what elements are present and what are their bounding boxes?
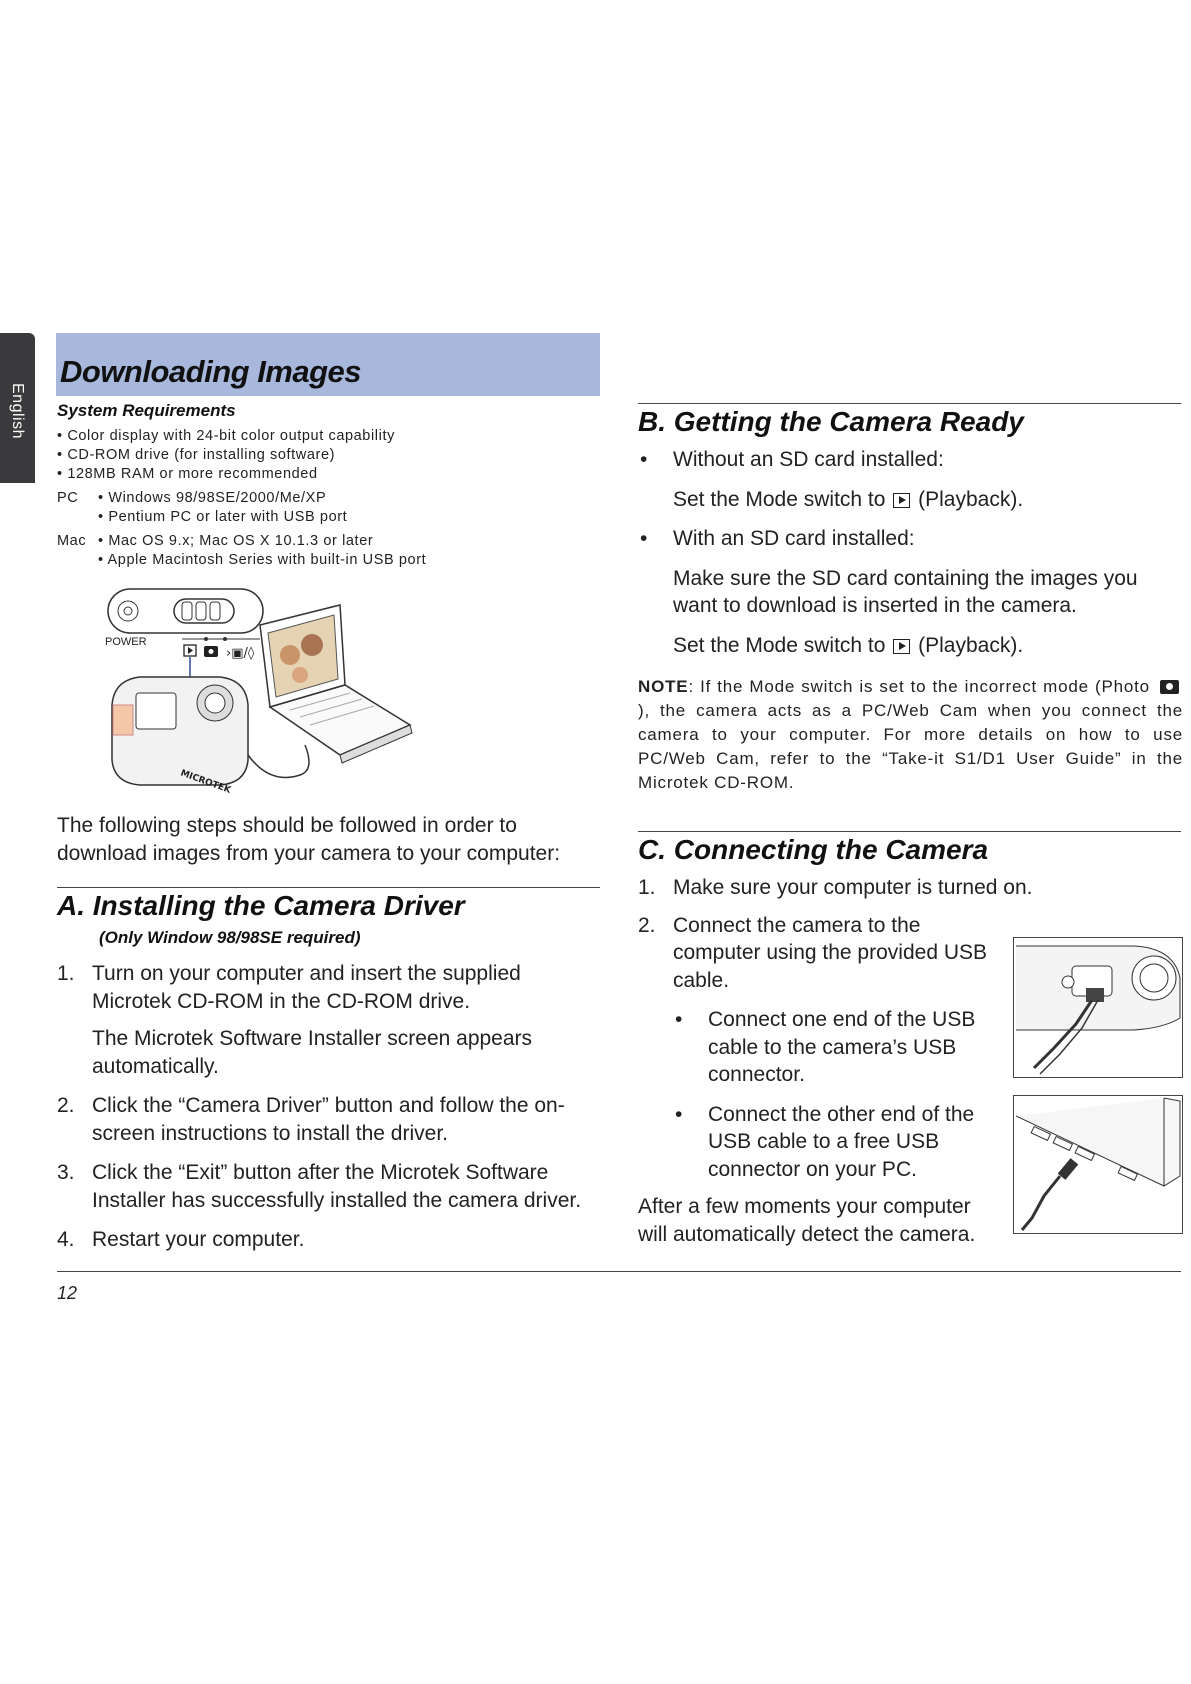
- list-item: • CD-ROM drive (for installing software): [57, 446, 597, 465]
- mac-label: Mac: [57, 533, 87, 549]
- pc-usb-illustration: [1013, 1095, 1183, 1234]
- step-text: Make sure your computer is turned on.: [673, 876, 1033, 899]
- step-text: Click the “Exit” button after the Microtek Software Installer has successfully installed the camera driver.: [92, 1161, 582, 1212]
- footer-rule: [57, 1271, 1181, 1272]
- instruction-text: (Playback).: [918, 633, 1024, 657]
- page-number: 12: [57, 1283, 78, 1303]
- list-item: • Apple Macintosh Series with built-in USB port: [98, 551, 426, 570]
- list-item: [638, 525, 1183, 659]
- pc-usb-drawing: [1014, 1096, 1182, 1233]
- bullet-subtext: [673, 486, 1183, 514]
- note-label: NOTE: [638, 677, 689, 696]
- section-a-heading: A. Installing the Camera Driver: [57, 890, 465, 921]
- step-text: Restart your computer.: [92, 1228, 305, 1251]
- section-b: [638, 406, 1183, 795]
- step-number: 3.: [57, 1161, 75, 1184]
- step-text: Click the “Camera Driver” button and follow the on-screen instructions to install the driver.: [92, 1094, 565, 1145]
- title-banner: [56, 333, 600, 396]
- system-requirements-heading: System Requirements: [57, 401, 236, 420]
- list-item: • Connect the other end of the USB cable to a free USB connector on your PC.: [673, 1101, 978, 1184]
- list-item: • Windows 98/98SE/2000/Me/XP: [98, 489, 347, 508]
- instruction-text: Set the Mode switch to: [673, 487, 886, 511]
- note-text: : If the Mode switch is set to the incorrect mode (Photo: [688, 677, 1150, 696]
- svg-text:›▣/◊: ›▣/◊: [226, 646, 255, 661]
- mac-requirements: [57, 532, 597, 570]
- list-item: [638, 912, 1003, 995]
- pc-requirements: [57, 489, 597, 527]
- list-item: [57, 1092, 602, 1147]
- power-label: POWER: [105, 636, 147, 648]
- section-c-heading: C. Connecting the Camera: [638, 834, 989, 865]
- step-number: 1.: [638, 876, 656, 899]
- bullet-subtext: [673, 632, 1183, 660]
- playback-icon: [893, 493, 910, 508]
- step-note: The Microtek Software Installer screen appears automatically.: [92, 1027, 533, 1078]
- camera-laptop-drawing: [100, 585, 450, 805]
- list-item: [57, 1159, 602, 1214]
- camera-usb-illustration: [1013, 937, 1183, 1078]
- outro-paragraph: After a few moments your computer will automatically detect the camera.: [638, 1195, 976, 1246]
- brand-label: MICROTEK: [178, 768, 232, 796]
- section-b-heading: B. Getting the Camera Ready: [638, 406, 1024, 437]
- pc-label: PC: [57, 490, 79, 506]
- list-item: • Pentium PC or later with USB port: [98, 508, 347, 527]
- section-a-rule: [57, 887, 600, 888]
- section-a: [57, 890, 602, 1266]
- list-item: • 128MB RAM or more recommended: [57, 465, 597, 484]
- driver-steps: [57, 960, 602, 1254]
- section-b-rule: [638, 403, 1181, 404]
- intro-paragraph: The following steps should be followed in order to download images from your camera to your computer:: [57, 814, 561, 865]
- list-item: [638, 446, 1183, 513]
- section-c-rule: [638, 831, 1181, 832]
- step-text: Connect the camera to the computer using the provided USB cable.: [673, 913, 988, 992]
- step-number: 4.: [57, 1228, 75, 1251]
- camera-laptop-illustration: [100, 585, 450, 805]
- list-item: [57, 1226, 602, 1254]
- section-a-subheading: (Only Window 98/98SE required): [99, 928, 361, 947]
- list-item: • Mac OS 9.x; Mac OS X 10.1.3 or later: [98, 532, 426, 551]
- usb-steps: [673, 1006, 978, 1183]
- list-item: [57, 960, 602, 1080]
- requirements-list: [57, 427, 597, 484]
- playback-icon: [893, 639, 910, 654]
- language-tab-label: English: [9, 383, 26, 439]
- instruction-text: Set the Mode switch to: [673, 633, 886, 657]
- note-paragraph: [638, 675, 1183, 795]
- camera-icon: [1160, 680, 1179, 694]
- bullet-text: With an SD card installed:: [673, 527, 915, 550]
- camera-usb-drawing: [1014, 938, 1182, 1077]
- note-text: ), the camera acts as a PC/Web Cam when you connect the camera to your computer. For more details on how to use PC/Web Cam, refer to the “Take-it S1/D1 User Guide” in the Microtek CD-ROM.: [638, 701, 1183, 792]
- system-requirements: [57, 401, 597, 570]
- step-number: 2.: [638, 913, 656, 937]
- bullet-subtext: Make sure the SD card containing the images you want to download is inserted in the camera.: [673, 566, 1138, 617]
- language-tab: [0, 333, 35, 483]
- step-text: Turn on your computer and insert the supplied Microtek CD-ROM in the CD-ROM drive.: [92, 962, 521, 1013]
- page-title: Downloading Images: [60, 354, 362, 389]
- step-number: 1.: [57, 962, 75, 985]
- list-item: • Connect one end of the USB cable to the camera’s USB connector.: [673, 1006, 978, 1089]
- list-item: • Color display with 24-bit color output capability: [57, 427, 597, 446]
- list-item: [638, 874, 1183, 902]
- camera-ready-list: [638, 446, 1183, 659]
- bullet-text: Without an SD card installed:: [673, 448, 944, 471]
- instruction-text: (Playback).: [918, 487, 1024, 511]
- step-number: 2.: [57, 1094, 75, 1117]
